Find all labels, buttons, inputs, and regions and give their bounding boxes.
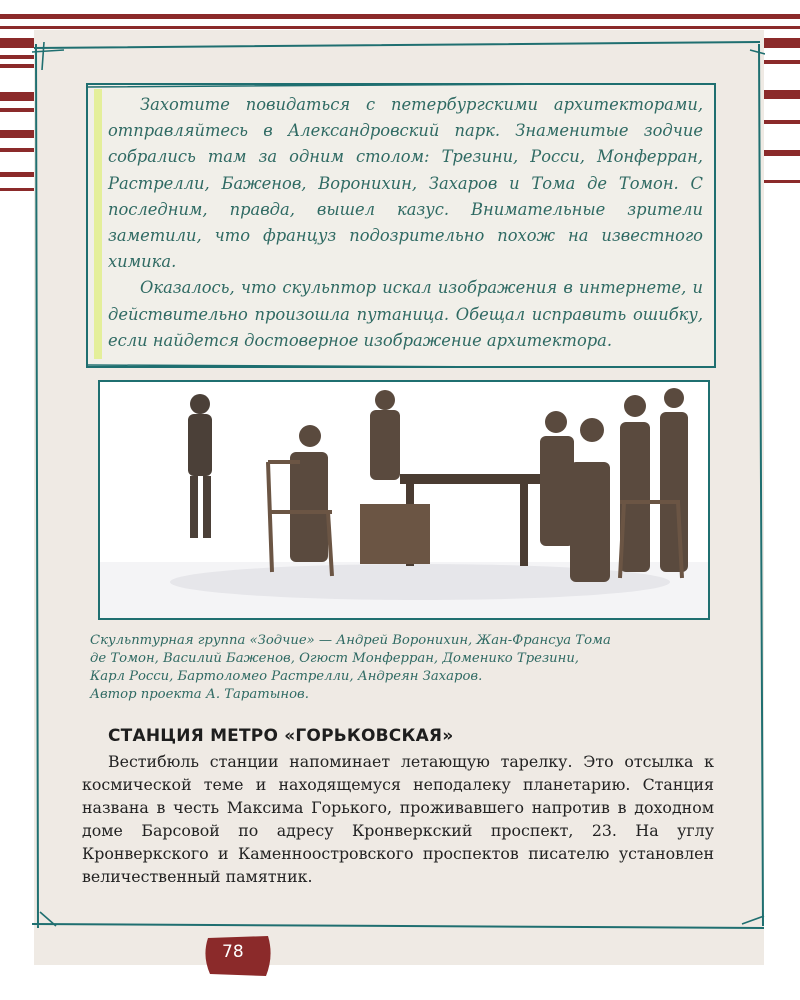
quote-paragraph: Захотите повидаться с петербургскими архитекторами, отправляйтесь в Александровский парк. Знаменитые зодчие собрались там за одним столом: Трезини, Росси, Монферран, Растрелли, Баженов, Воронихин, Захаров и Тома де Томон. С последним, правда, вышел казус. Внимательные зрители заметили, что француз подозрительно похож на известного химика. [108, 95, 703, 272]
sculpture-photo [98, 380, 710, 620]
section-title: СТАНЦИЯ МЕТРО «ГОРЬКОВСКАЯ» [108, 726, 454, 746]
caption-line: де Томон, Василий Баженов, Огюст Монферран, Доменико Трезини, [90, 651, 579, 666]
caption-line: Карл Росси, Бартоломео Растрелли, Андреян Захаров. [90, 669, 483, 684]
section-paragraph: Вестибюль станции напоминает летающую тарелку. Это отсылка к космической теме и находящемуся неподалеку планетарию. Станция названа в честь Максима Горького, проживавшего напротив в доходном доме Барсовой по адресу Кронверкский проспект, 23. На углу Кронверкского и Каменноостровского проспектов писателю установлен величественный памятник. [82, 752, 714, 886]
section-body [82, 750, 714, 888]
quote-text [108, 92, 703, 354]
quote-paragraph: Оказалось, что скульптор искал изображения в интернете, и действительно произошла путаница. Обещал исправить ошибку, если найдется достоверное изображение архитектора. [108, 278, 703, 350]
caption-line: Скульптурная группа «Зодчие» — Андрей Воронихин, Жан-Франсуа Тома [90, 633, 611, 648]
caption-line: Автор проекта А. Таратынов. [90, 687, 309, 702]
page-number: 78 [222, 942, 244, 962]
photo-caption [90, 632, 710, 704]
